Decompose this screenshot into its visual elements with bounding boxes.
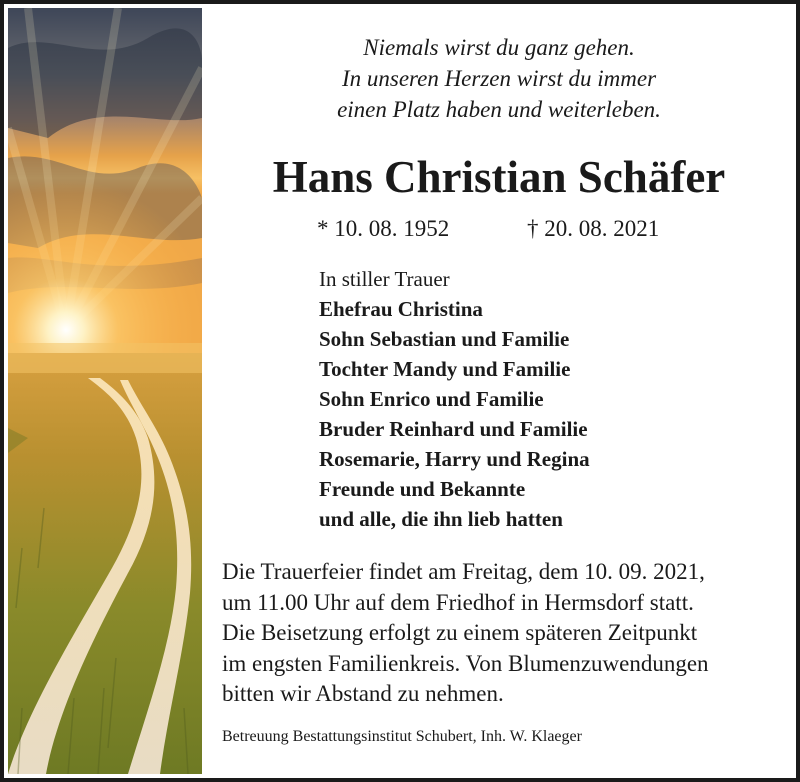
undertaker-credit: Betreuung Bestattungsinstitut Schubert, Inh. W. Klaeger [222,728,582,745]
notice-line: um 11.00 Uhr auf dem Friedhof in Hermsdorf statt. [222,589,694,615]
birth-date: * 10. 08. 1952 [317,216,450,241]
mourner-entry: Bruder Reinhard und Familie [319,417,588,441]
sunset-path-photo [8,8,202,774]
memorial-quote [202,32,796,125]
mourner-entry: Rosemarie, Harry und Regina [319,447,590,471]
mourner-entry: Sohn Sebastian und Familie [319,327,570,351]
quote-line: Niemals wirst du ganz gehen. [363,35,635,60]
mourner-entry: Tochter Mandy und Familie [319,357,571,381]
quote-line: In unseren Herzen wirst du immer [341,66,657,91]
mourner-entry: Freunde und Bekannte [319,477,526,501]
notice-line: Die Beisetzung erfolgt zu einem späteren Zeitpunkt [222,620,698,645]
funeral-notice [222,557,792,710]
mourners-intro: In stiller Trauer [319,267,450,291]
notice-line: im engsten Familienkreis. Von Blumenzuwendungen [222,650,709,676]
mourner-entry: Ehefrau Christina [319,297,483,321]
notice-line: Die Trauerfeier findet am Freitag, dem 10. 09. 2021, [222,559,705,584]
mourner-entry: und alle, die ihn lieb hatten [319,507,563,531]
death-date: † 20. 08. 2021 [527,216,660,241]
obituary-text [202,4,796,778]
deceased-name: Hans Christian Schäfer [272,152,726,202]
mourner-entry: Sohn Enrico und Familie [319,387,544,411]
notice-line: bitten wir Abstand zu nehmen. [222,681,504,706]
mourners-list [319,264,590,534]
quote-line: einen Platz haben und weiterleben. [337,97,661,122]
